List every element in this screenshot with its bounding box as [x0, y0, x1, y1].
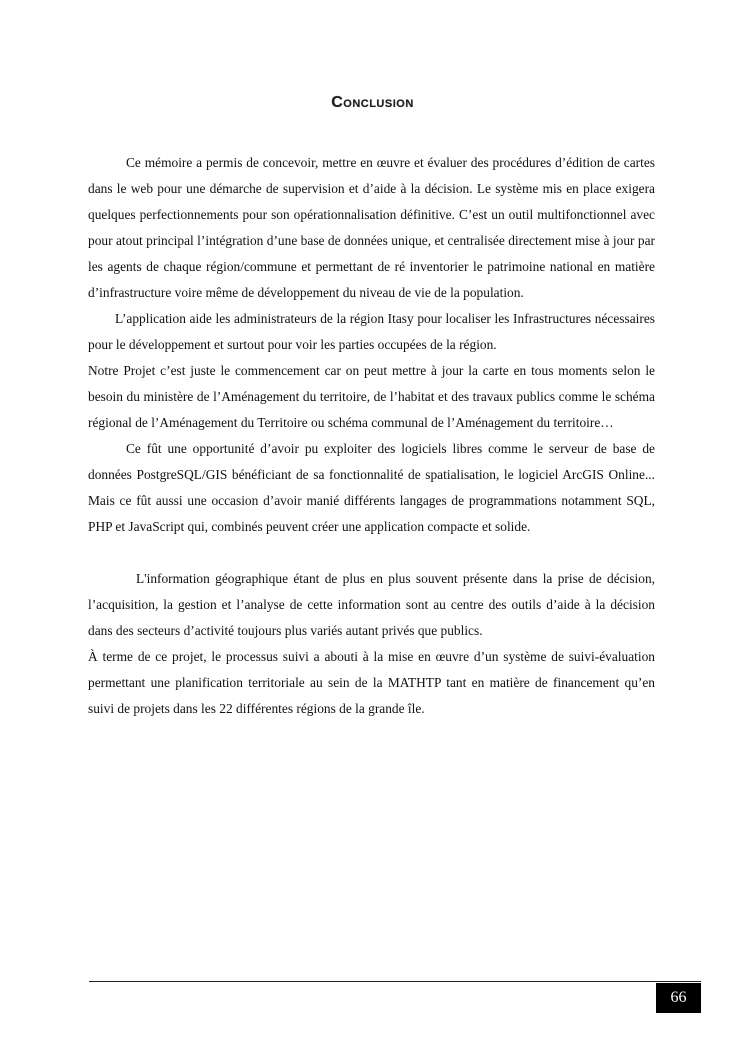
- page-number: 66: [656, 983, 701, 1013]
- paragraph-geographic-info: L'information géographique étant de plus en plus souvent présente dans la prise de décision, l’acquisition, la gestion et l’analyse de cette information sont au centre des outils d’aide à la décision dans des secteurs d’activité toujours plus variés autant privés que publics.: [88, 571, 655, 638]
- paragraph-application: L’application aide les administrateurs de la région Itasy pour localiser les Infrastructures nécessaires pour le développement et surtout pour voir les parties occupées de la région.: [88, 311, 655, 352]
- paragraph-opportunity: Ce fût une opportunité d’avoir pu exploiter des logiciels libres comme le serveur de base de données PostgreSQL/GIS bénéficiant de sa fonctionnalité de spatialisation, le logiciel ArcGIS Online... Mais ce fût aussi une occasion d’avoir manié différents langages de programmations notamment SQL, PHP et JavaScript qui, combinés peuvent créer une application compacte et solide.: [88, 441, 655, 534]
- footer-divider: [89, 981, 701, 982]
- page-title: Conclusion: [331, 94, 414, 111]
- paragraph-spacer: [88, 540, 655, 566]
- body-text: [88, 150, 655, 722]
- paragraph-final: À terme de ce projet, le processus suivi a abouti à la mise en œuvre d’un système de suivi-évaluation permettant une planification territoriale au sein de la MATHTP tant en matière de financement qu’en suivi de projets dans les 22 différentes régions de la grande île.: [88, 649, 655, 716]
- paragraph-project: Notre Projet c’est juste le commencement car on peut mettre à jour la carte en tous moments selon le besoin du ministère de l’Aménagement du territoire, de l’habitat et des travaux publics comme le schéma régional de l’Aménagement du Territoire ou schéma communal de l’Aménagement du territoire…: [88, 363, 655, 430]
- paragraph-intro: Ce mémoire a permis de concevoir, mettre en œuvre et évaluer des procédures d’édition de cartes dans le web pour une démarche de supervision et d’aide à la décision. Le système mis en place exigera quelques perfectionnements pour son opérationnalisation définitive. C’est un outil multifonctionnel avec pour atout principal l’intégration d’une base de données unique, et centralisée directement mise à jour par les agents de chaque région/commune et permettant de ré inventorier le patrimoine national en matière d’infrastructure voire même de développement du niveau de vie de la population.: [88, 155, 655, 300]
